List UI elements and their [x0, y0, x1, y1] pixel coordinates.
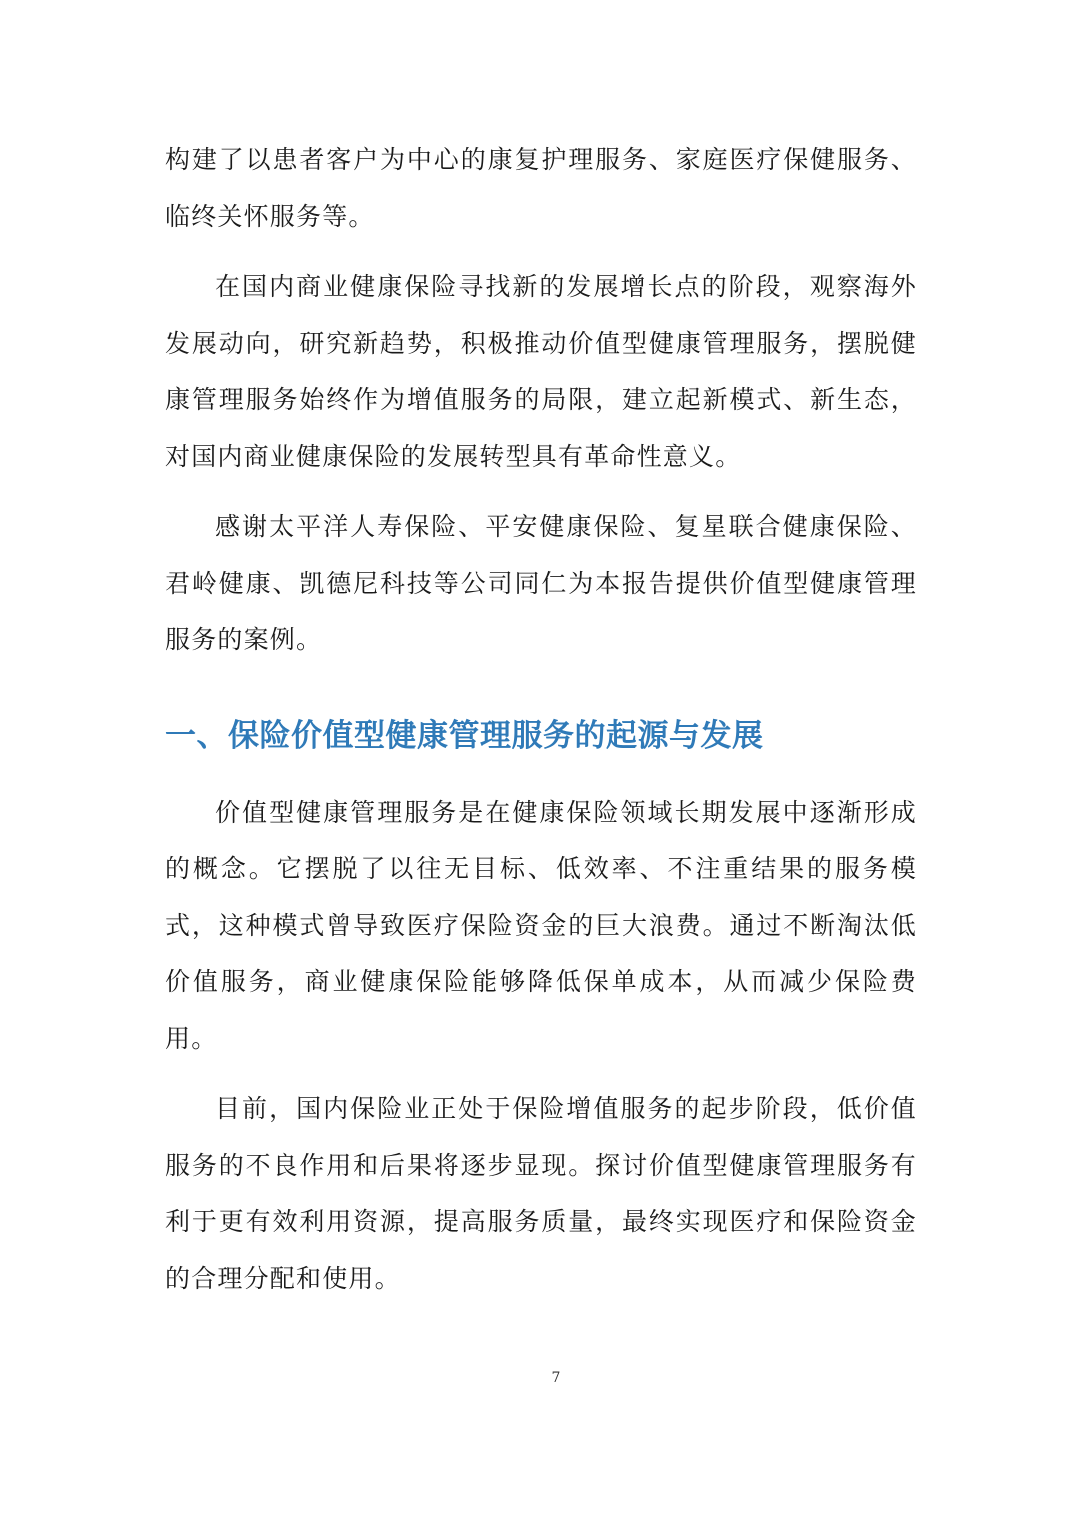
paragraph-current-status: 目前，国内保险业正处于保险增值服务的起步阶段，低价值服务的不良作用和后果将逐步显现。探讨价值型健康管理服务有利于更有效利用资源，提高服务质量，最终实现医疗和保险资金的合理分配和使用。: [165, 1094, 917, 1293]
section-heading: 一、保险价值型健康管理服务的起源与发展: [165, 717, 764, 754]
page-content: [165, 132, 917, 1307]
paragraph-acknowledgements: 感谢太平洋人寿保险、平安健康保险、复星联合健康保险、君岭健康、凯德尼科技等公司同仁为本报告提供价值型健康管理服务的案例。: [165, 512, 917, 654]
page-number: 7: [551, 1370, 561, 1386]
paragraph-domestic-insurance: 在国内商业健康保险寻找新的发展增长点的阶段，观察海外发展动向，研究新趋势，积极推动价值型健康管理服务，摆脱健康管理服务始终作为增值服务的局限，建立起新模式、新生态，对国内商业健康保险的发展转型具有革命性意义。: [165, 272, 917, 471]
paragraph-value-based-origin: 价值型健康管理服务是在健康保险领域长期发展中逐渐形成的概念。它摆脱了以往无目标、低效率、不注重结果的服务模式，这种模式曾导致医疗保险资金的巨大浪费。通过不断淘汰低价值服务，商业健康保险能够降低保单成本，从而减少保险费用。: [165, 797, 917, 1053]
paragraph-continuation: 构建了以患者客户为中心的康复护理服务、家庭医疗保健服务、临终关怀服务等。: [165, 145, 917, 231]
